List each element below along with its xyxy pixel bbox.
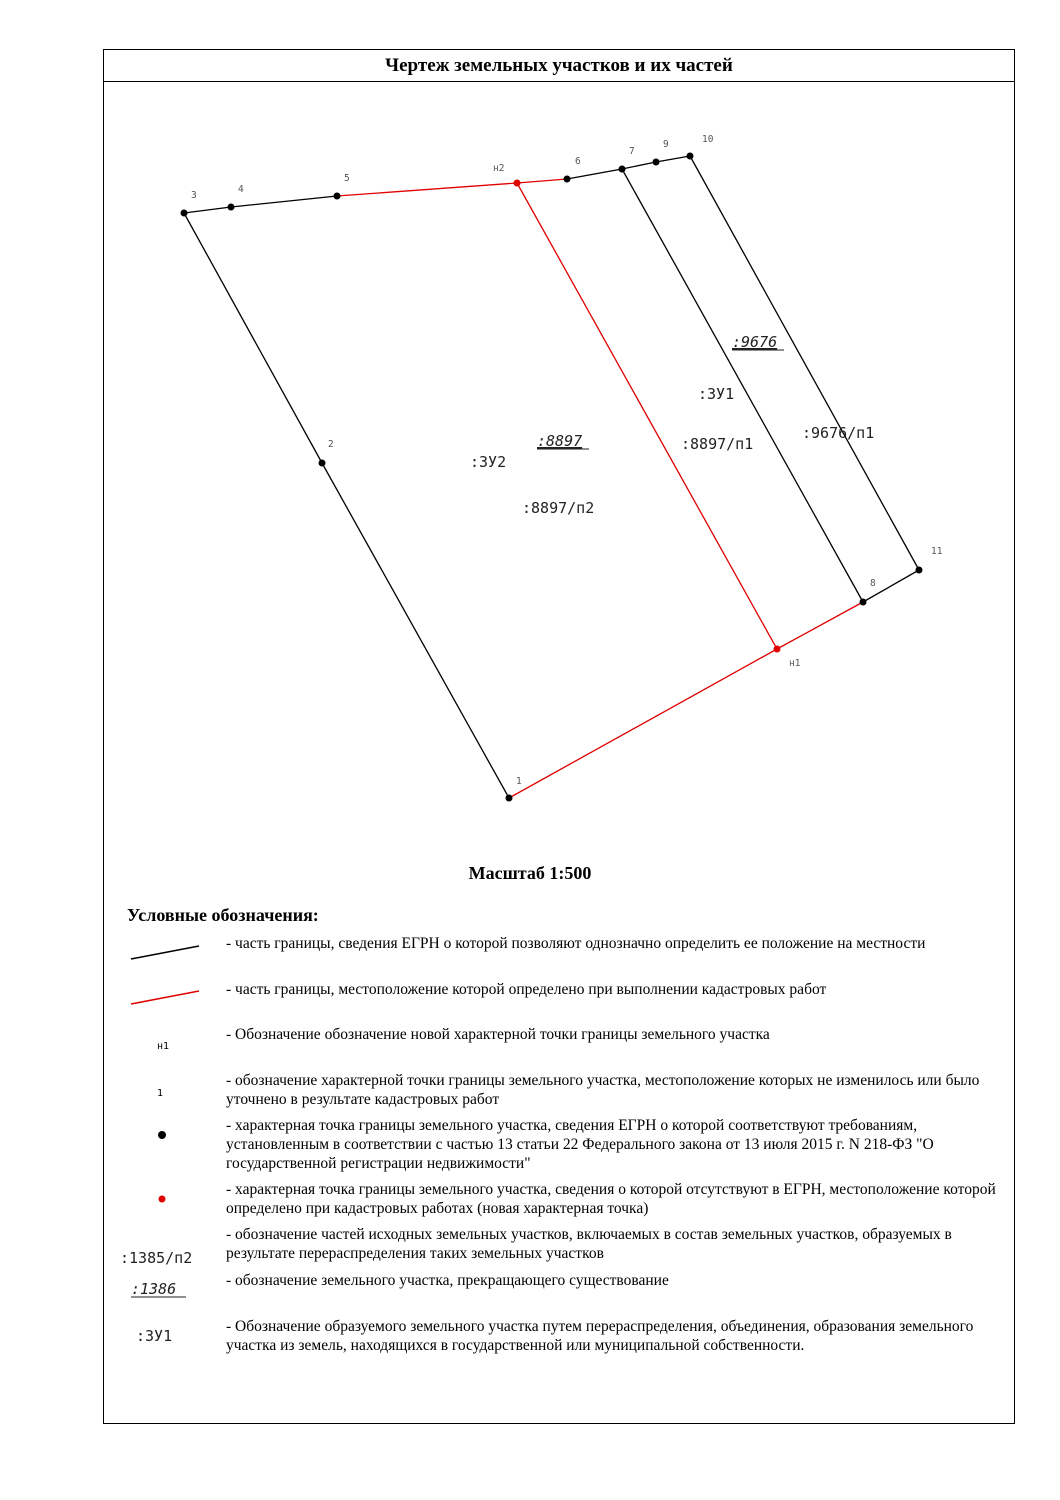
point-label-n2: н2 — [493, 163, 505, 174]
legend-text-point: - обозначение характерной точки границы земельного участка, местоположение которых не изменилось или было уточнено в результате кадастровых работ — [226, 1072, 980, 1108]
legend-symbol-zu1: :ЗУ1 — [136, 1327, 173, 1345]
point-label-1: 1 — [516, 776, 522, 787]
point-label-9: 9 — [663, 139, 669, 150]
boundary-4-5 — [231, 196, 337, 207]
legend-red-point-icon — [159, 1196, 166, 1203]
legend-symbol-1: 1 — [157, 1088, 164, 1099]
label-parcel-9676: :9676 — [732, 333, 778, 351]
point-label-11: 11 — [931, 546, 943, 557]
legend-text-red-point: - характерная точка границы земельного участка, сведения о которой отсутствуют в ЕГРН, местоположение которой определено при кадастровых работах (новая характерная точка) — [226, 1181, 996, 1217]
legend-text-zu: - Обозначение образуемого земельного участка путем перераспределения, объединения, образования земельного участка из земель, находящихся в государственной или муниципальной собственности. — [226, 1318, 974, 1354]
red-boundary-n2-n1 — [517, 183, 777, 649]
label-zu1: :ЗУ1 — [698, 385, 735, 403]
point-label-8: 8 — [870, 578, 876, 589]
legend-symbol-n1: н1 — [157, 1041, 170, 1052]
legend-text-black-point: - характерная точка границы земельного участка, сведения ЕГРН о которой соответствуют требованиям, установленным в соответствии с частью 13 статьи 22 Федерального закона от 13 июля 2015 г. N 218-ФЗ "О государственной регистрации недвижимости" — [226, 1117, 934, 1172]
point-label-2: 2 — [328, 439, 334, 450]
red-boundary-5-n2 — [337, 183, 517, 196]
point-label-7: 7 — [629, 146, 635, 157]
legend-symbol-terminated: :1386 — [131, 1280, 177, 1298]
point-7-marker — [619, 166, 626, 173]
point-n2-marker — [514, 180, 521, 187]
point-5-marker — [334, 193, 341, 200]
point-11-marker — [916, 567, 923, 574]
point-9-marker — [653, 159, 660, 166]
legend-red-line-icon — [131, 991, 199, 1004]
point-4-marker — [228, 204, 235, 211]
point-10-marker — [687, 153, 694, 160]
legend-text-terminated: - обозначение земельного участка, прекращающего существование — [226, 1272, 669, 1289]
boundary-9-10 — [656, 156, 690, 162]
label-parcel-8897: :8897 — [537, 432, 583, 450]
legend-title: Условные обозначения: — [127, 905, 319, 925]
point-label-n1: н1 — [789, 658, 801, 669]
point-label-4: 4 — [238, 184, 244, 195]
point-label-10: 10 — [702, 134, 714, 145]
point-label-3: 3 — [191, 190, 197, 201]
boundary-3-4 — [184, 207, 231, 213]
legend-black-point-icon — [158, 1131, 166, 1139]
legend-symbols — [120, 940, 210, 1320]
point-1-marker — [506, 795, 513, 802]
legend-black-line-icon — [131, 946, 199, 959]
boundary-7-8 — [622, 169, 863, 602]
legend-symbol-part: :1385/п2 — [120, 1249, 193, 1267]
point-n1-marker — [774, 646, 781, 653]
red-boundary-n1-1 — [509, 649, 777, 798]
point-label-6: 6 — [575, 156, 581, 167]
boundary-1-2 — [322, 463, 509, 798]
drawing-title: Чертеж земельных участков и их частей — [104, 50, 1014, 82]
label-zu2: :ЗУ2 — [470, 453, 507, 471]
scale-label: Масштаб 1:500 — [468, 863, 592, 883]
boundary-10-11 — [690, 156, 919, 570]
point-3-marker — [181, 210, 188, 217]
red-boundary-8-n1 — [777, 602, 863, 649]
legend-text-new-point: - Обозначение обозначение новой характерной точки границы земельного участка — [226, 1026, 770, 1043]
label-part-9676-p1: :9676/п1 — [802, 424, 875, 442]
point-label-5: 5 — [344, 173, 350, 184]
point-6-marker — [564, 176, 571, 183]
boundary-7-9 — [622, 162, 656, 169]
red-boundary-n2-6 — [517, 179, 567, 183]
point-2-marker — [319, 460, 326, 467]
label-part-8897-p2: :8897/п2 — [522, 499, 595, 517]
boundary-2-3 — [184, 213, 322, 463]
point-8-marker — [860, 599, 867, 606]
legend-text-part: - обозначение частей исходных земельных участков, включаемых в состав земельных участков, образуемых в результате перераспределения таких земельных участков — [226, 1226, 952, 1262]
legend-text-black-line: - часть границы, сведения ЕГРН о которой позволяют однозначно определить ее положение на местности — [226, 935, 926, 952]
boundary-6-7 — [567, 169, 622, 179]
legend-text-red-line: - часть границы, местоположение которой определено при выполнении кадастровых работ — [226, 981, 827, 998]
label-part-8897-p1: :8897/п1 — [681, 435, 754, 453]
